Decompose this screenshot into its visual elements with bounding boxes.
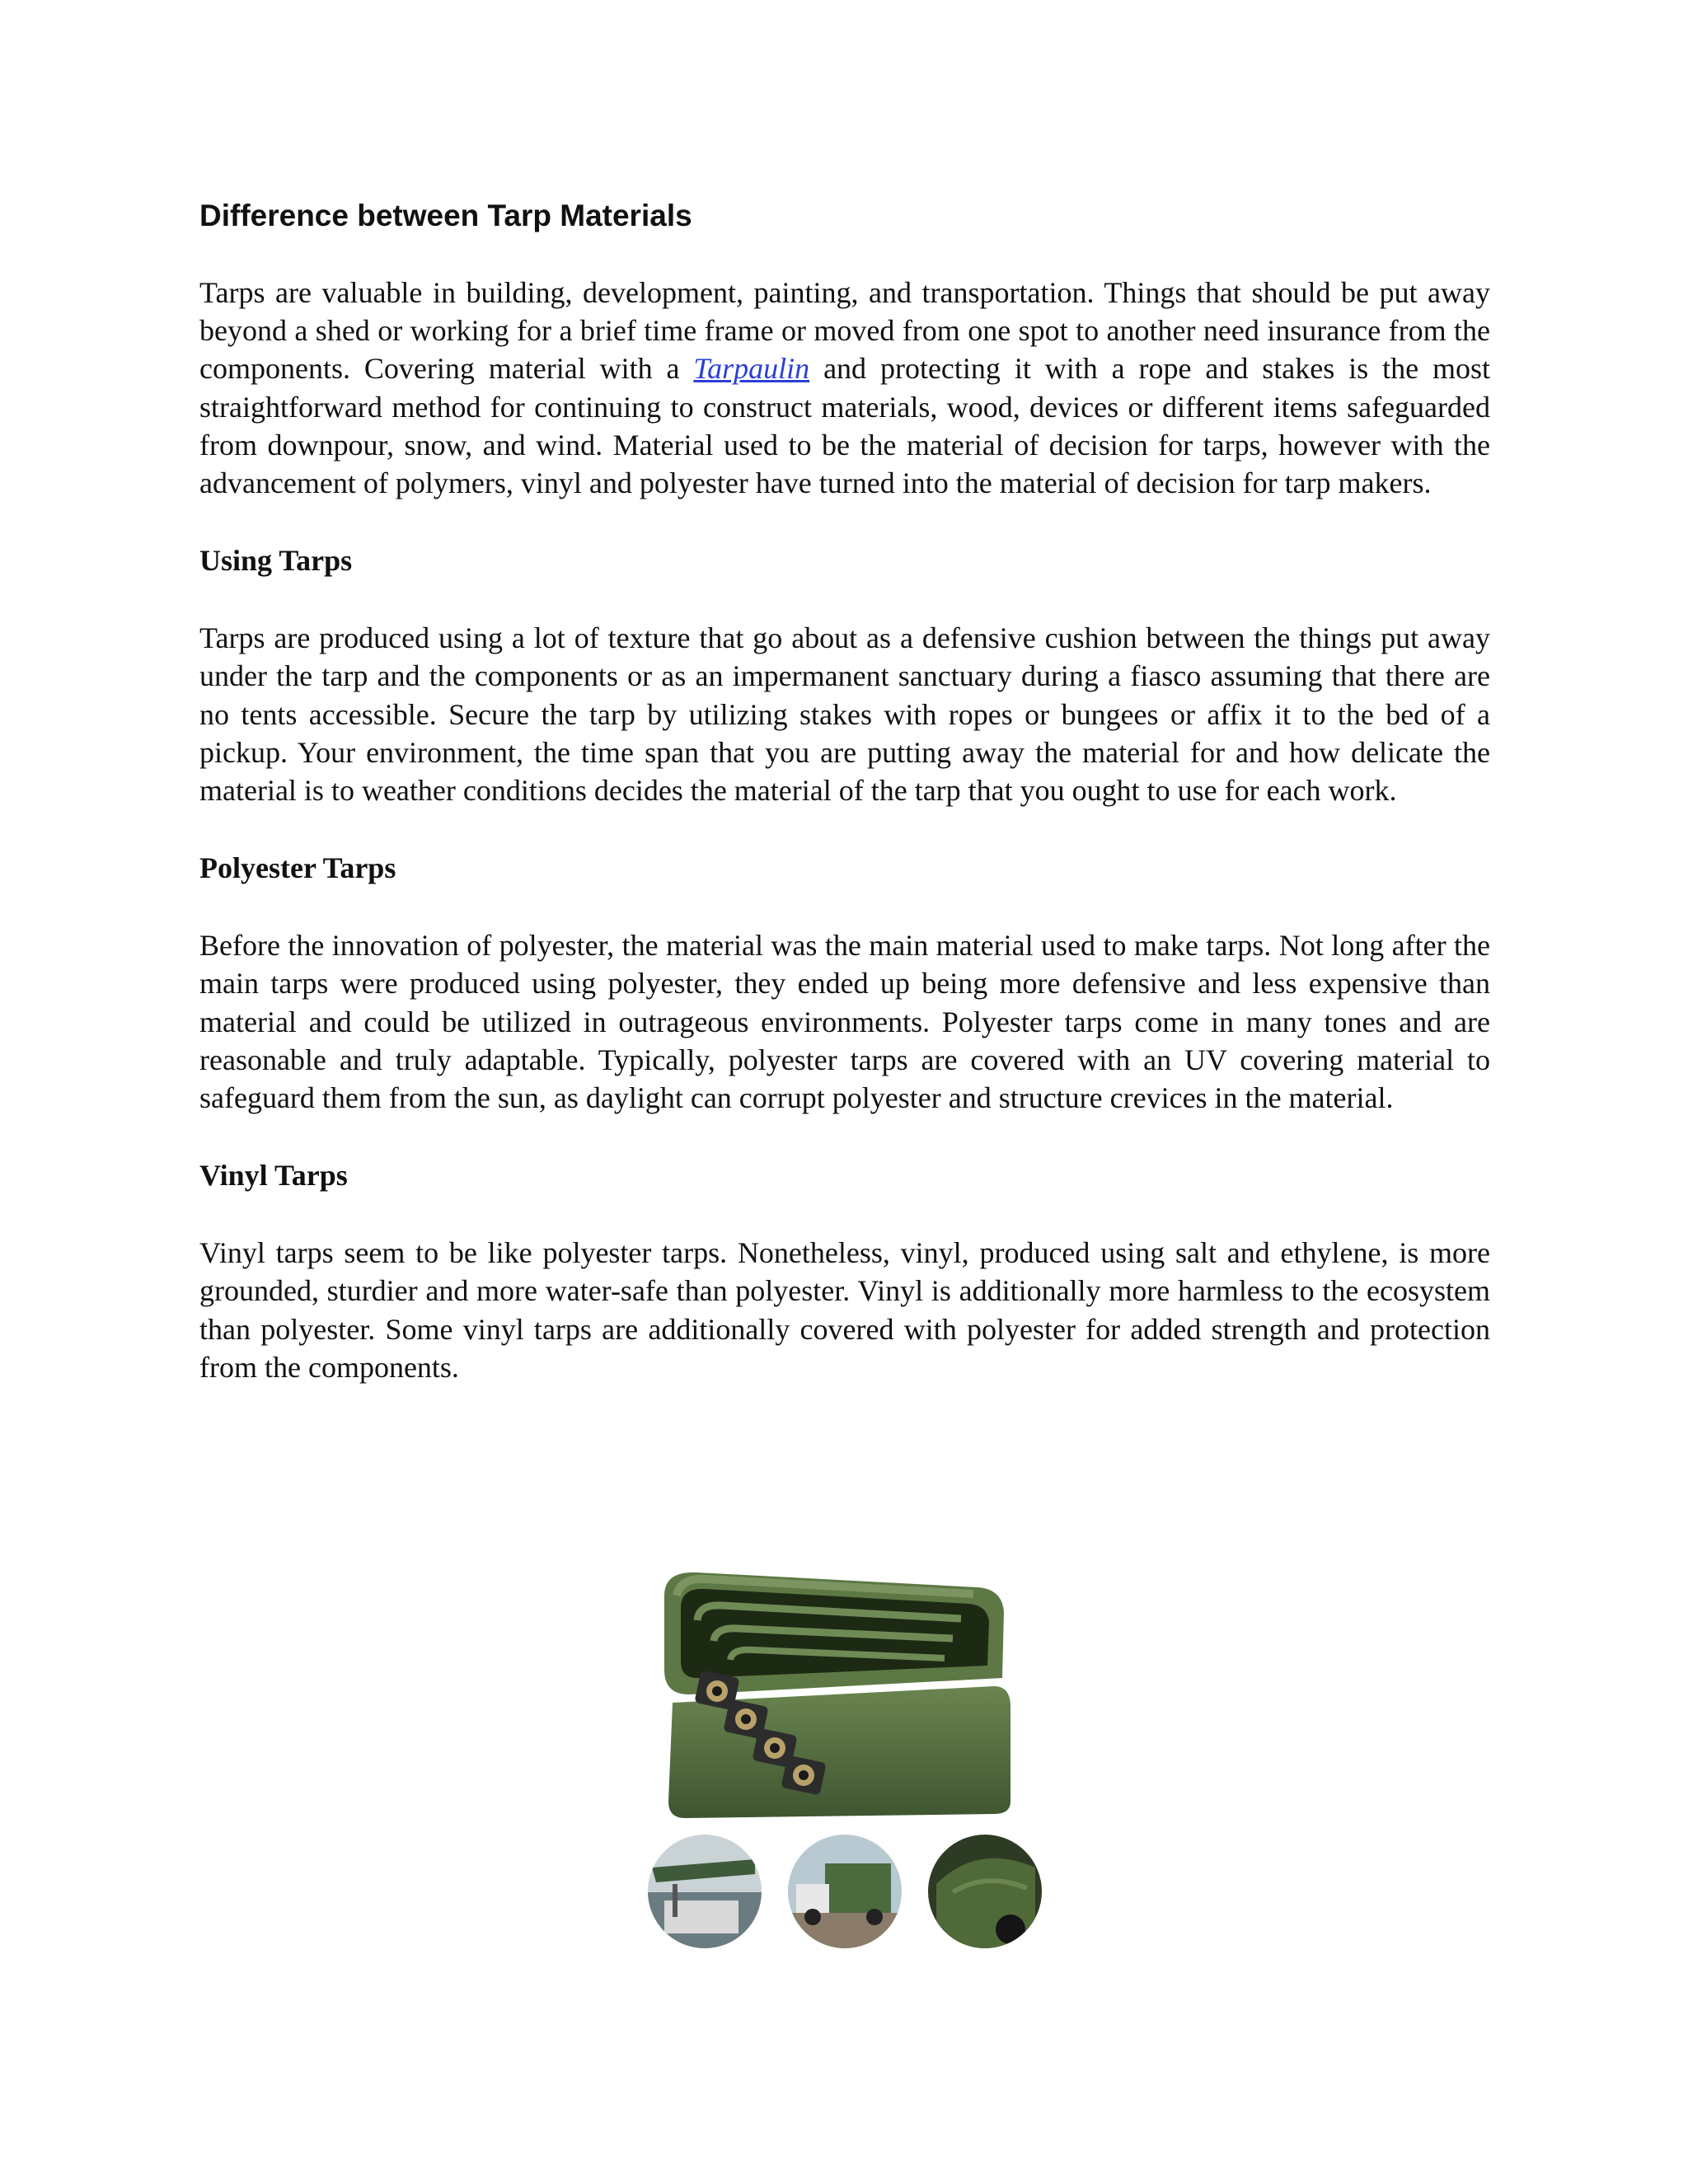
section-heading-vinyl-tarps: Vinyl Tarps [199,1159,348,1193]
intro-text-before-link: Tarps are valuable in building, development, painting, and transportation. Things that should be put away beyond a shed or working for a brief time frame or moved from one spot to another need insurance from the components. Covering material with a [199,276,1490,386]
tarp-product-image [648,1563,1043,1958]
intro-paragraph [199,274,1490,502]
section-heading-polyester-tarps: Polyester Tarps [199,851,396,885]
section-text-polyester-tarps: Before the innovation of polyester, the material was the main material used to make tarps. Not long after the main tarps were produced using polyester, they ended up being more defensive and less expensive than material and could be utilized in outrageous environments. Polyester tarps come in many tones and are reasonable and truly adaptable. Typically, polyester tarps are covered with an UV covering material to safeguard them from the sun, as daylight can corrupt polyester and structure crevices in the material. [199,929,1490,1115]
tarpaulin-link[interactable]: Tarpaulin [693,352,810,386]
section-heading-using-tarps: Using Tarps [199,544,353,578]
document-title: Difference between Tarp Materials [199,199,692,232]
truck-cover-thumbnail [788,1835,902,1948]
boat-canopy-thumbnail [648,1835,762,1948]
folded-tarp-image [648,1563,1043,1826]
section-text-using-tarps: Tarps are produced using a lot of texture that go about as a defensive cushion between the things put away under the tarp and the components or as an impermanent sanctuary during a fiasco assuming that there are no tents accessible. Secure the tarp by utilizing stakes with ropes or bungees or affix it to the bed of a pickup. Your environment, the time span that you are putting away the material for and how delicate the material is to weather conditions decides the material of the tarp that you ought to use for each work. [199,621,1490,808]
intro-text-after-link: and protecting it with a rope and stakes is the most straightforward method for continuing to construct materials, wood, devices or different items safeguarded from downpour, snow, and wind. Material used to be the material of decision for tarps, however with the advancement of polymers, vinyl and polyester have turned into the material of decision for tarp makers. [199,352,1491,500]
tarp-usage-thumbnails [648,1835,1043,1958]
document-body [199,198,1490,1426]
section-text-vinyl-tarps: Vinyl tarps seem to be like polyester tarps. Nonetheless, vinyl, produced using salt and ethylene, is more grounded, sturdier and more water-safe than polyester. Vinyl is additionally more harmless to the ecosystem than polyester. Some vinyl tarps are additionally covered with polyester for added strength and protection from the components. [199,1236,1490,1384]
covered-object-thumbnail [928,1835,1042,1948]
